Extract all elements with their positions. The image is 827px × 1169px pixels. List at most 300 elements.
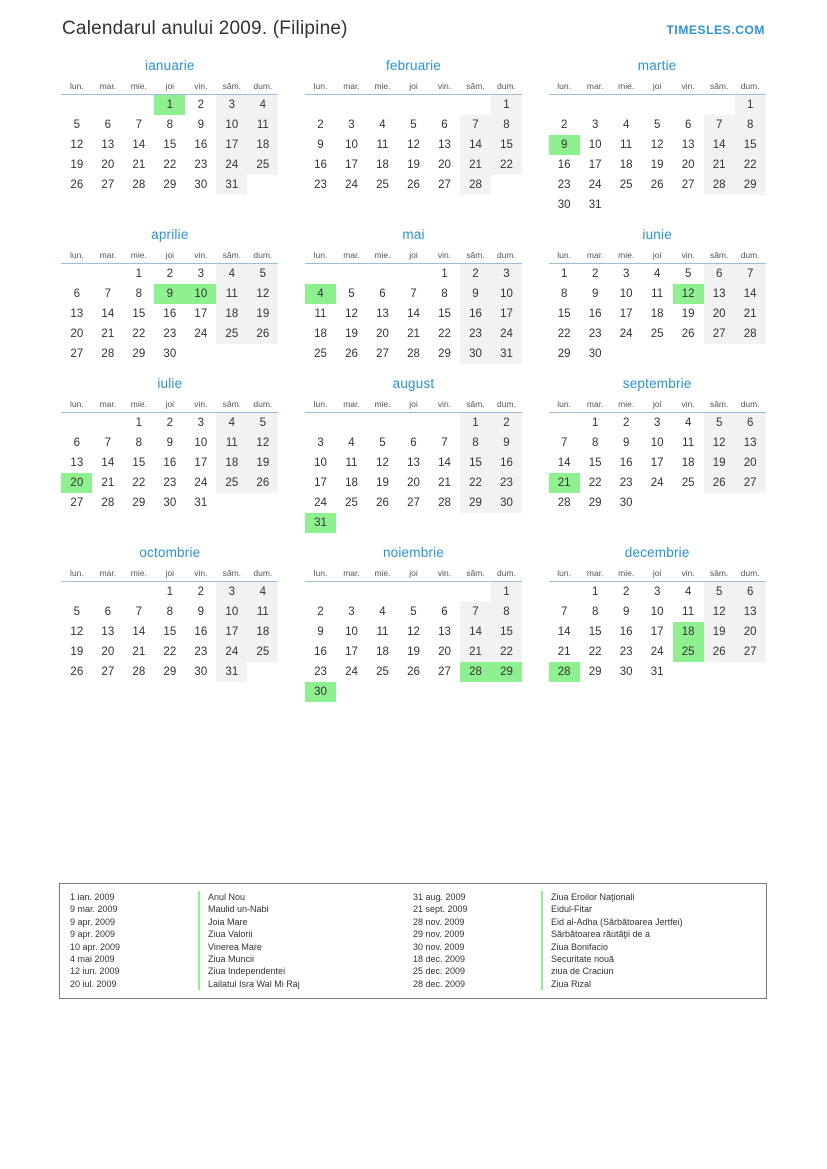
day-cell[interactable]: 17: [194, 457, 208, 469]
day-cell-weekend[interactable]: 18: [247, 135, 278, 155]
day-cell-weekend[interactable]: 5: [247, 413, 278, 434]
day-cell[interactable]: 31: [650, 666, 664, 678]
day-cell-holiday[interactable]: 25: [673, 642, 704, 662]
day-cell[interactable]: 24: [588, 179, 602, 191]
day-cell[interactable]: 22: [557, 328, 571, 340]
day-cell[interactable]: 21: [438, 477, 451, 489]
day-cell[interactable]: 20: [681, 159, 695, 171]
day-cell[interactable]: 15: [132, 308, 146, 320]
day-cell-holiday[interactable]: 28: [549, 662, 580, 682]
day-cell-weekend[interactable]: 11: [216, 284, 247, 304]
day-cell[interactable]: 12: [407, 626, 420, 638]
day-cell-weekend[interactable]: 26: [704, 642, 735, 662]
day-cell-holiday[interactable]: 20: [61, 473, 92, 493]
day-cell-weekend[interactable]: 7: [460, 115, 491, 135]
day-cell[interactable]: 1: [135, 417, 143, 429]
day-cell-weekend[interactable]: 25: [216, 473, 247, 493]
day-cell-weekend[interactable]: 4: [216, 264, 247, 285]
day-cell[interactable]: 6: [379, 288, 386, 300]
day-cell-weekend[interactable]: 21: [704, 155, 735, 175]
day-cell[interactable]: 12: [376, 457, 389, 469]
day-cell-weekend[interactable]: 19: [247, 453, 278, 473]
day-cell[interactable]: 3: [197, 417, 205, 429]
day-cell[interactable]: 24: [619, 328, 633, 340]
day-cell[interactable]: 21: [132, 159, 146, 171]
day-cell-weekend[interactable]: 22: [491, 642, 522, 662]
day-cell[interactable]: 29: [163, 666, 177, 678]
day-cell[interactable]: 30: [588, 348, 602, 360]
day-cell[interactable]: 3: [591, 119, 599, 131]
day-cell[interactable]: 17: [650, 457, 664, 469]
day-cell-weekend[interactable]: 24: [216, 155, 247, 175]
day-cell-weekend[interactable]: 21: [460, 642, 491, 662]
day-cell[interactable]: 4: [348, 437, 355, 449]
day-cell[interactable]: 3: [653, 417, 661, 429]
day-cell-weekend[interactable]: 3: [216, 582, 247, 603]
day-cell-weekend[interactable]: 28: [704, 175, 735, 195]
day-cell-weekend[interactable]: 16: [460, 304, 491, 324]
day-cell[interactable]: 29: [557, 348, 571, 360]
day-cell[interactable]: 11: [376, 139, 389, 151]
day-cell-weekend[interactable]: 15: [460, 453, 491, 473]
day-cell-weekend[interactable]: 12: [247, 284, 278, 304]
day-cell-weekend[interactable]: 30: [491, 493, 522, 513]
day-cell-weekend[interactable]: 8: [491, 115, 522, 135]
day-cell-weekend[interactable]: 14: [460, 622, 491, 642]
day-cell[interactable]: 9: [197, 606, 205, 618]
day-cell[interactable]: 9: [622, 606, 630, 618]
day-cell[interactable]: 7: [441, 437, 448, 449]
day-cell-holiday[interactable]: 29: [491, 662, 522, 682]
day-cell[interactable]: 6: [73, 437, 81, 449]
day-cell[interactable]: 22: [132, 328, 146, 340]
day-cell[interactable]: 8: [166, 606, 174, 618]
day-cell[interactable]: 5: [73, 606, 81, 618]
day-cell[interactable]: 2: [622, 586, 630, 598]
day-cell-weekend[interactable]: 17: [491, 304, 522, 324]
day-cell[interactable]: 7: [104, 288, 112, 300]
day-cell-weekend[interactable]: 28: [460, 175, 491, 195]
day-cell-weekend[interactable]: 12: [247, 433, 278, 453]
day-cell[interactable]: 14: [132, 139, 146, 151]
day-cell-holiday[interactable]: 1: [154, 95, 185, 116]
day-cell-weekend[interactable]: 18: [216, 304, 247, 324]
day-cell-weekend[interactable]: 21: [460, 155, 491, 175]
brand-link[interactable]: TIMESLES.COM: [666, 23, 765, 37]
day-cell[interactable]: 6: [104, 606, 112, 618]
day-cell[interactable]: 10: [345, 626, 358, 638]
day-cell[interactable]: 8: [135, 288, 143, 300]
day-cell[interactable]: 24: [345, 179, 358, 191]
day-cell[interactable]: 6: [410, 437, 417, 449]
day-cell[interactable]: 27: [376, 348, 389, 360]
day-cell[interactable]: 1: [560, 268, 568, 280]
day-cell[interactable]: 4: [653, 268, 661, 280]
day-cell[interactable]: 27: [681, 179, 695, 191]
day-cell[interactable]: 22: [588, 477, 602, 489]
day-cell[interactable]: 11: [682, 606, 695, 618]
day-cell-weekend[interactable]: 15: [491, 622, 522, 642]
day-cell[interactable]: 29: [588, 497, 602, 509]
day-cell[interactable]: 15: [588, 626, 602, 638]
day-cell-weekend[interactable]: 24: [216, 642, 247, 662]
day-cell[interactable]: 24: [345, 666, 358, 678]
day-cell[interactable]: 24: [194, 477, 208, 489]
day-cell-weekend[interactable]: 6: [704, 264, 735, 285]
day-cell[interactable]: 10: [619, 288, 633, 300]
day-cell-weekend[interactable]: 11: [247, 602, 278, 622]
day-cell[interactable]: 1: [135, 268, 143, 280]
day-cell[interactable]: 25: [681, 477, 695, 489]
day-cell[interactable]: 22: [588, 646, 602, 658]
day-cell[interactable]: 6: [73, 288, 81, 300]
day-cell[interactable]: 25: [650, 328, 664, 340]
day-cell-weekend[interactable]: 1: [460, 413, 491, 434]
day-cell[interactable]: 29: [438, 348, 451, 360]
day-cell-weekend[interactable]: 14: [704, 135, 735, 155]
day-cell-weekend[interactable]: 5: [704, 413, 735, 434]
day-cell[interactable]: 5: [684, 268, 692, 280]
day-cell[interactable]: 28: [557, 497, 571, 509]
day-cell[interactable]: 2: [197, 586, 205, 598]
day-cell[interactable]: 12: [407, 139, 420, 151]
day-cell[interactable]: 10: [345, 139, 358, 151]
day-cell[interactable]: 17: [650, 626, 664, 638]
day-cell[interactable]: 25: [314, 348, 327, 360]
day-cell-weekend[interactable]: 27: [735, 473, 766, 493]
day-cell-weekend[interactable]: 8: [491, 602, 522, 622]
day-cell[interactable]: 19: [376, 477, 389, 489]
day-cell[interactable]: 7: [135, 119, 143, 131]
day-cell[interactable]: 20: [101, 646, 115, 658]
day-cell[interactable]: 21: [407, 328, 420, 340]
day-cell[interactable]: 11: [314, 308, 327, 320]
day-cell-weekend[interactable]: 31: [216, 662, 247, 682]
day-cell[interactable]: 21: [132, 646, 146, 658]
day-cell[interactable]: 15: [557, 308, 571, 320]
day-cell[interactable]: 17: [345, 646, 358, 658]
day-cell[interactable]: 15: [588, 457, 602, 469]
day-cell[interactable]: 4: [684, 586, 692, 598]
day-cell-weekend[interactable]: 30: [460, 344, 491, 364]
day-cell[interactable]: 18: [681, 457, 695, 469]
day-cell[interactable]: 13: [70, 308, 84, 320]
day-cell-weekend[interactable]: 18: [216, 453, 247, 473]
day-cell[interactable]: 28: [438, 497, 451, 509]
day-cell[interactable]: 23: [588, 328, 602, 340]
day-cell[interactable]: 2: [317, 606, 324, 618]
day-cell-weekend[interactable]: 15: [735, 135, 766, 155]
day-cell-weekend[interactable]: 5: [704, 582, 735, 603]
day-cell[interactable]: 14: [557, 626, 571, 638]
day-cell[interactable]: 13: [101, 626, 115, 638]
day-cell[interactable]: 10: [314, 457, 327, 469]
day-cell[interactable]: 26: [407, 179, 420, 191]
day-cell-weekend[interactable]: 9: [460, 284, 491, 304]
day-cell[interactable]: 7: [560, 437, 568, 449]
day-cell-weekend[interactable]: 31: [216, 175, 247, 195]
day-cell[interactable]: 9: [317, 139, 324, 151]
day-cell[interactable]: 25: [376, 179, 389, 191]
day-cell[interactable]: 2: [591, 268, 599, 280]
day-cell[interactable]: 31: [588, 199, 602, 211]
day-cell[interactable]: 22: [438, 328, 451, 340]
day-cell[interactable]: 30: [194, 179, 208, 191]
day-cell-weekend[interactable]: 7: [704, 115, 735, 135]
day-cell-weekend[interactable]: 26: [704, 473, 735, 493]
day-cell[interactable]: 9: [197, 119, 205, 131]
day-cell[interactable]: 20: [70, 328, 84, 340]
day-cell-holiday[interactable]: 28: [460, 662, 491, 682]
day-cell[interactable]: 5: [653, 119, 661, 131]
day-cell[interactable]: 9: [317, 626, 324, 638]
day-cell-weekend[interactable]: 12: [704, 433, 735, 453]
day-cell-weekend[interactable]: 10: [491, 284, 522, 304]
day-cell[interactable]: 25: [619, 179, 633, 191]
day-cell[interactable]: 2: [166, 417, 174, 429]
day-cell[interactable]: 15: [438, 308, 451, 320]
day-cell[interactable]: 16: [163, 308, 177, 320]
day-cell[interactable]: 25: [376, 666, 389, 678]
day-cell[interactable]: 22: [132, 477, 146, 489]
day-cell[interactable]: 16: [619, 626, 633, 638]
day-cell[interactable]: 14: [407, 308, 420, 320]
day-cell-holiday[interactable]: 18: [673, 622, 704, 642]
day-cell[interactable]: 18: [376, 159, 389, 171]
day-cell[interactable]: 17: [345, 159, 358, 171]
day-cell-weekend[interactable]: 27: [704, 324, 735, 344]
day-cell[interactable]: 24: [650, 477, 664, 489]
day-cell[interactable]: 19: [407, 646, 420, 658]
day-cell[interactable]: 9: [622, 437, 630, 449]
day-cell[interactable]: 19: [650, 159, 664, 171]
day-cell[interactable]: 29: [163, 179, 177, 191]
day-cell-weekend[interactable]: 3: [491, 264, 522, 285]
day-cell[interactable]: 28: [132, 179, 146, 191]
day-cell[interactable]: 15: [163, 139, 177, 151]
day-cell[interactable]: 28: [101, 348, 115, 360]
day-cell[interactable]: 8: [441, 288, 448, 300]
day-cell[interactable]: 15: [163, 626, 177, 638]
day-cell[interactable]: 3: [653, 586, 661, 598]
day-cell[interactable]: 3: [348, 119, 355, 131]
day-cell-weekend[interactable]: 20: [704, 304, 735, 324]
day-cell[interactable]: 5: [73, 119, 81, 131]
day-cell[interactable]: 12: [650, 139, 664, 151]
day-cell-weekend[interactable]: 25: [247, 155, 278, 175]
day-cell[interactable]: 6: [441, 606, 448, 618]
day-cell[interactable]: 16: [588, 308, 602, 320]
day-cell[interactable]: 27: [101, 666, 115, 678]
day-cell-weekend[interactable]: 22: [491, 155, 522, 175]
day-cell[interactable]: 5: [379, 437, 386, 449]
day-cell[interactable]: 13: [376, 308, 389, 320]
day-cell-weekend[interactable]: 10: [216, 602, 247, 622]
day-cell[interactable]: 11: [682, 437, 695, 449]
day-cell-holiday[interactable]: 12: [673, 284, 704, 304]
day-cell[interactable]: 5: [410, 119, 417, 131]
day-cell-weekend[interactable]: 15: [491, 135, 522, 155]
day-cell[interactable]: 18: [376, 646, 389, 658]
day-cell[interactable]: 3: [197, 268, 205, 280]
day-cell[interactable]: 16: [619, 457, 633, 469]
day-cell-weekend[interactable]: 1: [491, 582, 522, 603]
day-cell-weekend[interactable]: 14: [460, 135, 491, 155]
day-cell-weekend[interactable]: 1: [491, 95, 522, 116]
day-cell-holiday[interactable]: 9: [154, 284, 185, 304]
day-cell[interactable]: 16: [194, 139, 208, 151]
day-cell[interactable]: 23: [194, 159, 208, 171]
day-cell-weekend[interactable]: 10: [216, 115, 247, 135]
day-cell[interactable]: 19: [407, 159, 420, 171]
day-cell-weekend[interactable]: 29: [735, 175, 766, 195]
day-cell-weekend[interactable]: 13: [735, 602, 766, 622]
day-cell-holiday[interactable]: 9: [549, 135, 580, 155]
day-cell[interactable]: 17: [194, 308, 208, 320]
day-cell[interactable]: 10: [588, 139, 602, 151]
day-cell[interactable]: 8: [560, 288, 568, 300]
day-cell[interactable]: 8: [135, 437, 143, 449]
day-cell[interactable]: 21: [101, 328, 115, 340]
day-cell-weekend[interactable]: 24: [491, 324, 522, 344]
day-cell[interactable]: 4: [622, 119, 630, 131]
day-cell[interactable]: 11: [620, 139, 633, 151]
day-cell[interactable]: 10: [194, 437, 208, 449]
day-cell[interactable]: 8: [591, 606, 599, 618]
day-cell-weekend[interactable]: 9: [491, 433, 522, 453]
day-cell-weekend[interactable]: 26: [247, 324, 278, 344]
day-cell-weekend[interactable]: 5: [247, 264, 278, 285]
day-cell[interactable]: 14: [438, 457, 451, 469]
day-cell[interactable]: 9: [591, 288, 599, 300]
day-cell[interactable]: 18: [619, 159, 633, 171]
day-cell-weekend[interactable]: 25: [216, 324, 247, 344]
day-cell[interactable]: 12: [70, 626, 84, 638]
day-cell[interactable]: 7: [560, 606, 568, 618]
day-cell[interactable]: 30: [163, 497, 177, 509]
day-cell-holiday[interactable]: 30: [305, 682, 336, 702]
day-cell[interactable]: 24: [650, 646, 664, 658]
day-cell[interactable]: 13: [438, 139, 451, 151]
day-cell-weekend[interactable]: 11: [216, 433, 247, 453]
day-cell[interactable]: 18: [345, 477, 358, 489]
day-cell-weekend[interactable]: 19: [704, 622, 735, 642]
day-cell[interactable]: 9: [166, 437, 174, 449]
day-cell[interactable]: 6: [104, 119, 112, 131]
day-cell[interactable]: 18: [314, 328, 327, 340]
day-cell-weekend[interactable]: 20: [735, 453, 766, 473]
day-cell[interactable]: 28: [132, 666, 146, 678]
day-cell-weekend[interactable]: 2: [460, 264, 491, 285]
day-cell[interactable]: 27: [407, 497, 420, 509]
day-cell[interactable]: 18: [650, 308, 664, 320]
day-cell[interactable]: 19: [345, 328, 358, 340]
day-cell-weekend[interactable]: 4: [247, 95, 278, 116]
day-cell[interactable]: 26: [345, 348, 358, 360]
day-cell-weekend[interactable]: 17: [216, 135, 247, 155]
day-cell[interactable]: 23: [557, 179, 571, 191]
day-cell[interactable]: 6: [684, 119, 692, 131]
day-cell[interactable]: 16: [314, 646, 327, 658]
day-cell-weekend[interactable]: 28: [735, 324, 766, 344]
day-cell[interactable]: 23: [194, 646, 208, 658]
day-cell[interactable]: 21: [557, 646, 571, 658]
day-cell-weekend[interactable]: 7: [735, 264, 766, 285]
day-cell[interactable]: 13: [438, 626, 451, 638]
day-cell[interactable]: 30: [194, 666, 208, 678]
day-cell-weekend[interactable]: 23: [460, 324, 491, 344]
day-cell[interactable]: 23: [314, 666, 327, 678]
day-cell-weekend[interactable]: 21: [735, 304, 766, 324]
day-cell-weekend[interactable]: 4: [216, 413, 247, 434]
day-cell[interactable]: 27: [438, 179, 451, 191]
day-cell[interactable]: 30: [557, 199, 571, 211]
day-cell[interactable]: 26: [681, 328, 695, 340]
day-cell[interactable]: 2: [560, 119, 568, 131]
day-cell[interactable]: 16: [194, 626, 208, 638]
day-cell[interactable]: 23: [163, 328, 177, 340]
day-cell-weekend[interactable]: 23: [491, 473, 522, 493]
day-cell[interactable]: 26: [407, 666, 420, 678]
day-cell[interactable]: 7: [410, 288, 417, 300]
day-cell[interactable]: 30: [619, 666, 633, 678]
day-cell[interactable]: 26: [376, 497, 389, 509]
day-cell[interactable]: 1: [166, 586, 174, 598]
day-cell[interactable]: 8: [166, 119, 174, 131]
day-cell[interactable]: 2: [622, 417, 630, 429]
day-cell-weekend[interactable]: 1: [735, 95, 766, 116]
day-cell[interactable]: 20: [101, 159, 115, 171]
day-cell[interactable]: 25: [345, 497, 358, 509]
day-cell[interactable]: 23: [163, 477, 177, 489]
day-cell[interactable]: 19: [681, 308, 695, 320]
day-cell[interactable]: 6: [441, 119, 448, 131]
day-cell[interactable]: 5: [348, 288, 355, 300]
day-cell-holiday[interactable]: 4: [305, 284, 336, 304]
day-cell[interactable]: 22: [163, 646, 177, 658]
day-cell[interactable]: 4: [684, 417, 692, 429]
day-cell[interactable]: 8: [591, 437, 599, 449]
day-cell[interactable]: 14: [132, 626, 146, 638]
day-cell[interactable]: 17: [619, 308, 633, 320]
day-cell[interactable]: 22: [163, 159, 177, 171]
day-cell-weekend[interactable]: 27: [735, 642, 766, 662]
day-cell[interactable]: 10: [650, 606, 664, 618]
day-cell[interactable]: 27: [101, 179, 115, 191]
day-cell[interactable]: 17: [588, 159, 602, 171]
day-cell[interactable]: 23: [619, 477, 633, 489]
day-cell[interactable]: 2: [317, 119, 324, 131]
day-cell-weekend[interactable]: 2: [491, 413, 522, 434]
day-cell[interactable]: 13: [407, 457, 420, 469]
day-cell[interactable]: 12: [70, 139, 84, 151]
day-cell-weekend[interactable]: 14: [735, 284, 766, 304]
day-cell-weekend[interactable]: 8: [460, 433, 491, 453]
day-cell[interactable]: 11: [651, 288, 664, 300]
day-cell[interactable]: 28: [407, 348, 420, 360]
day-cell[interactable]: 4: [379, 119, 386, 131]
day-cell-weekend[interactable]: 4: [247, 582, 278, 603]
day-cell[interactable]: 30: [163, 348, 177, 360]
day-cell-weekend[interactable]: 20: [735, 622, 766, 642]
day-cell-weekend[interactable]: 3: [216, 95, 247, 116]
day-cell[interactable]: 3: [317, 437, 324, 449]
day-cell[interactable]: 27: [70, 497, 84, 509]
day-cell[interactable]: 21: [101, 477, 115, 489]
day-cell-weekend[interactable]: 31: [491, 344, 522, 364]
day-cell-weekend[interactable]: 18: [247, 622, 278, 642]
day-cell[interactable]: 4: [379, 606, 386, 618]
